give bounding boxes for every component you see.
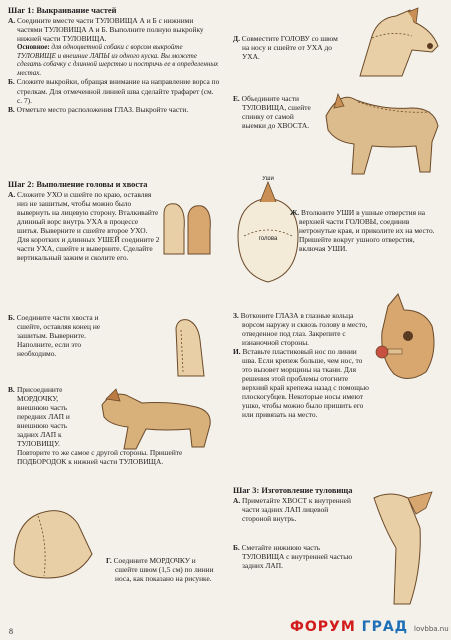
grad-word: ГРАД [361,619,409,635]
step3-section [233,486,359,570]
step-zh-letter: Ж. [290,208,300,217]
step-zh-block [290,208,440,253]
step2-b-letter: Б. [8,313,15,322]
dog-assembled-illustration [92,385,222,455]
step-d-letter: Д. [233,34,240,43]
forum-word: ФОРУМ [290,619,356,635]
step2-g-letter: Г. [106,556,112,565]
step-e-letter: Е. [233,94,240,103]
step2-g-text: Соедините МОРДОЧКУ и сшейте швом (1,5 см) по линии носа, как показано на рисунке. [113,556,214,584]
ushi-label: Уши [262,176,274,182]
step2-a-text: Сложите УХО и сшейте по краю, оставляя низ не зашитым, чтобы можно было вывернуть на лицевую сторону. Вталкивайте длинный ворс внутрь УХА в процессе шитья. Выверните и сшейте второе УХО. Для коротких и длинных УШЕЙ соедините 2 части УХА, сшейте и выверните. Сделайте вертикальный зажим и сколите его. [17,190,160,263]
step1-v-letter: В. [8,104,15,114]
step2-section [8,180,220,190]
muzzle-illustration [8,494,100,584]
step-d-text: Совместите ГОЛОВУ со швом на носу и сшейте от УХА до УХА. [241,34,338,62]
step2-a-block [8,190,160,262]
step-z-text: Вотконите ГЛАЗА в глазные кольца ворсом наружу и сквозь голову в место, отведенное под глаз. Закрепите с изнаночной стороны. [240,311,368,348]
step2-title: Шаг 2: Выполнение головы и хвоста [8,180,148,189]
step-d-block [233,34,345,61]
page-number: 8 [9,627,13,636]
step2-b-block [8,313,116,358]
step1-note-text: для одноцветной собаки с ворсом выкройте ТУЛОВИЩЕ и внешние ЛАПЫ из одного куска. Вы можете сделать собачку с длинной шерстью и постричь ее в определенных местах. [17,43,219,77]
dog-head-illustration [352,6,444,84]
tail-illustration [168,316,214,380]
forum-grad-watermark [290,619,449,635]
step2-a-letter: А. [8,190,16,199]
dog-body-illustration [312,86,446,182]
step-e-text: Объедините части ТУЛОВИЩА, сшейте спинку от самой выемки до ХВОСТА. [241,94,311,131]
step2-v-text: Присоедините МОРДОЧКУ, внешнюю часть передних ЛАП и внешнюю часть задних ЛАП к ТУЛОВИЩУ. Повторите то же самое с другой стороны. Пришейте ПОДБОРОДОК к нижней части ТУЛОВИЩА. [17,385,183,467]
eye-nose-illustration [368,292,444,384]
step2-g-block [106,556,214,583]
step-i-letter: И. [233,347,241,357]
step1-section [8,6,220,114]
step3-a-text: Приметайте ХВОСТ к внутренней части задних ЛАП лицевой стороной внутрь. [242,496,351,524]
step3-b-letter: Б. [233,543,240,553]
step1-b-letter: Б. [8,77,15,87]
golova-label: голова [258,236,278,242]
step-z-letter: З. [233,311,239,320]
step3-a-letter: А. [233,496,241,506]
step1-v-text: Отметьте место расположения ГЛАЗ. Выкройте части. [16,104,189,114]
site-url: lovbba.nu [414,625,449,633]
step3-title: Шаг 3: Изготовление туловища [233,486,353,495]
step1-title: Шаг 1: Выкраивание частей [8,6,117,15]
step2-v-letter: В. [8,385,15,394]
step1-b-text: Сложите выкройки, обращая внимание на направление ворса по стрелкам. Для отмеченной линией шва сделайте трафарет (см. с. 7). [16,77,220,105]
step1-a-letter: А. [8,16,16,26]
ear-illustration [158,200,218,258]
step-e-block [233,94,311,130]
step1-a-text: Соедините вместе части ТУЛОВИЩА А и Б с нижними частями ТУЛОВИЩА А и Б. Выполните полную выкройку нижней части ТУЛОВИЩА. [17,16,204,44]
step3-b-text: Сметайте нижнюю часть ТУЛОВИЩА с внутренней частью задних ЛАП. [241,543,353,571]
legs-tail-illustration [360,488,444,612]
step-zh-text: Втолкните УШИ в ушные отверстия на верхней части ГОЛОВЫ, соединив нетронутые края, и приколите их на место. Пришейте вокруг ушного отверстия, включая УШИ. [299,208,435,254]
step-i-text: Вставьте пластиковый нос по линии шва. Если крепеж больше, чем нос, то это вызовет морщины на ткани. Для решения этой проблемы отогните верхний край крепежа назад с помощью плоскогубцев. Некоторые носы имеют ушко, чтобы можно было пришить его или привязать на место. [242,347,369,420]
step2-b-text: Соедините части хвоста и сшейте, оставляя конец не зашитым. Выверните. Наполните, если это необходимо. [16,313,101,359]
step-z-i-section [233,311,371,419]
step1-note-label: Основное: [17,43,50,52]
